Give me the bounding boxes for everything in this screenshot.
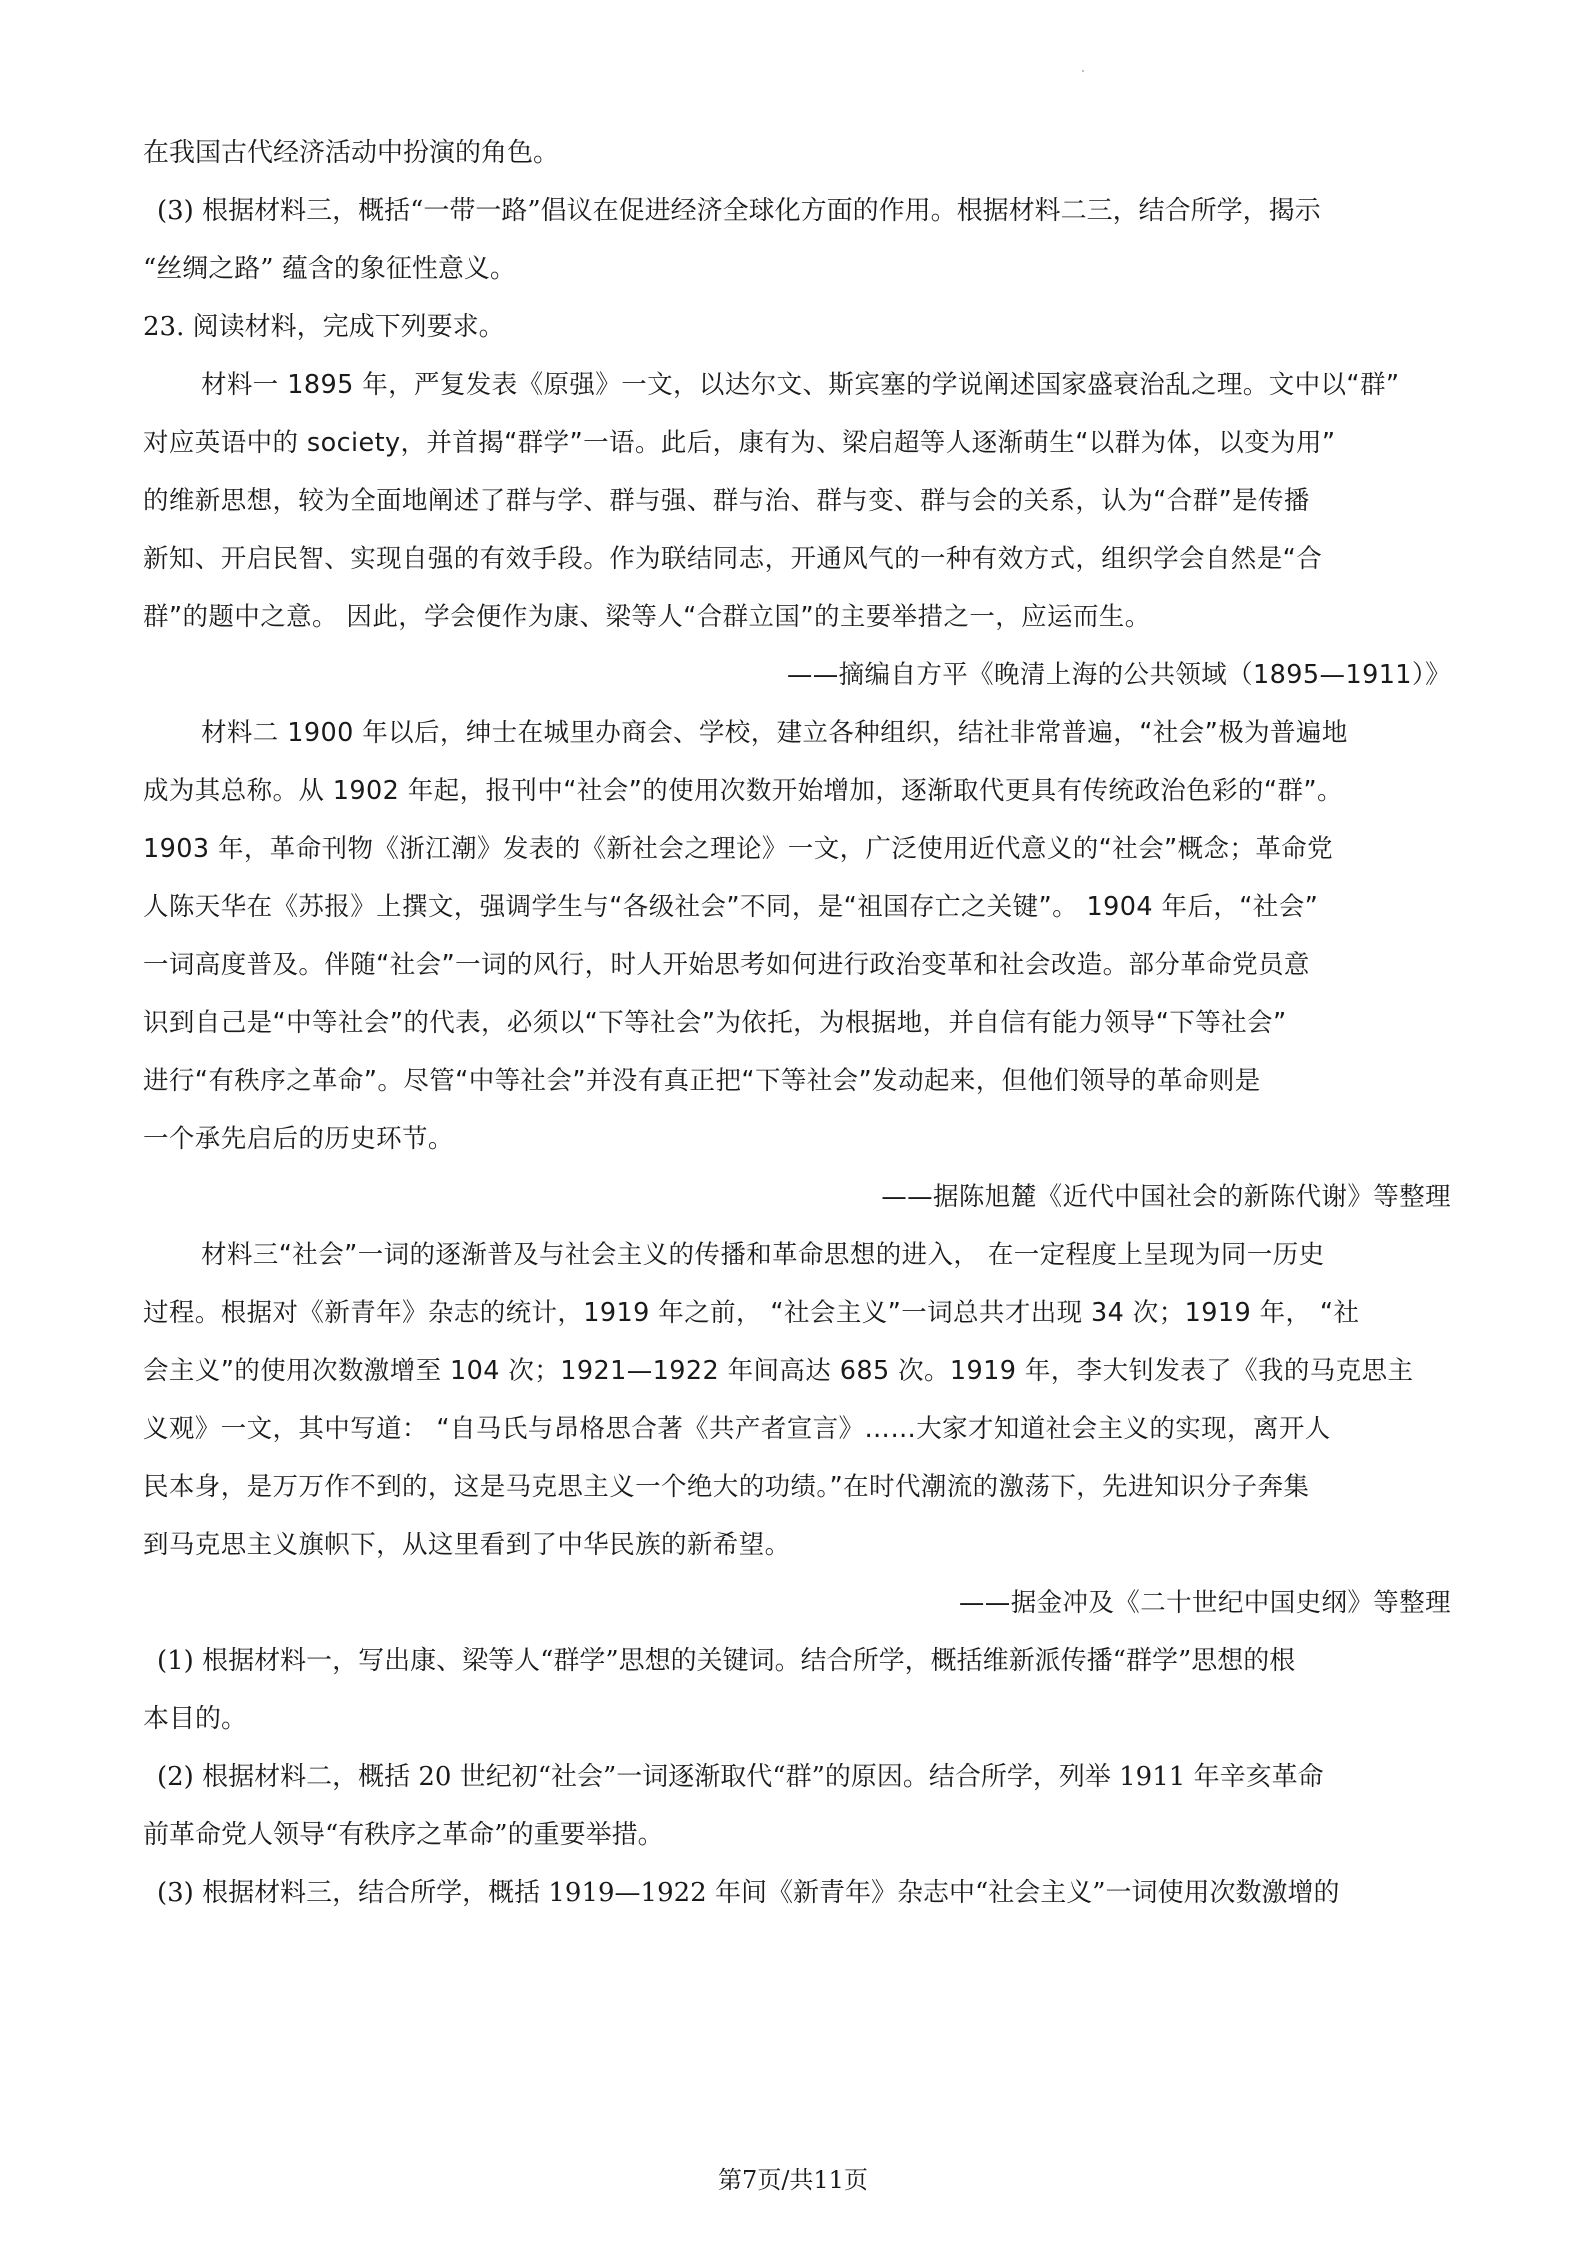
material-1-line: 的维新思想，较为全面地阐述了群与学、群与强、群与治、群与变、群与会的关系，认为“合群”是传播 (143, 486, 1310, 516)
question-line: 前革命党人领导“有秩序之革命”的重要举措。 (143, 1820, 664, 1850)
material-3 (143, 1226, 1451, 1632)
scan-speck (1082, 70, 1084, 72)
material-2-line: 成为其总称。从 1902 年起，报刊中“社会”的使用次数开始增加，逐渐取代更具有传统政治色彩的“群”。 (143, 776, 1343, 806)
question-line: (3) 根据材料三，结合所学，概括 1919—1922 年间《新青年》杂志中“社会主义”一词使用次数激增的 (157, 1878, 1340, 1908)
material-2-line: 进行“有秩序之革命”。尽管“中等社会”并没有真正把“下等社会”发动起来，但他们领导的革命则是 (143, 1066, 1261, 1096)
question-22-3-line-1: (3) 根据材料三，概括“一带一路”倡议在促进经济全球化方面的作用。根据材料二三，结合所学，揭示 (157, 196, 1321, 226)
text-line: 在我国古代经济活动中扮演的角色。 (143, 138, 560, 168)
page-content (143, 124, 1451, 1922)
material-3-line: 会主义”的使用次数激增至 104 次；1921—1922 年间高达 685 次。1919 年，李大钊发表了《我的马克思主 (143, 1356, 1414, 1386)
page-number: 第7页/共11页 (718, 2166, 868, 2194)
question-line: (1) 根据材料一，写出康、梁等人“群学”思想的关键词。结合所学，概括维新派传播“群学”思想的根 (157, 1646, 1296, 1676)
material-1-line: 材料一 1895 年，严复发表《原强》一文，以达尔文、斯宾塞的学说阐述国家盛衰治乱之理。文中以“群” (201, 370, 1400, 400)
question-22-3-line-2: “丝绸之路” 蕴含的象征性意义。 (143, 254, 516, 284)
material-3-line: 过程。根据对《新青年》杂志的统计，1919 年之前， “社会主义”一词总共才出现 34 次；1919 年， “社 (143, 1298, 1360, 1328)
material-2-line: 一词高度普及。伴随“社会”一词的风行，时人开始思考如何进行政治变革和社会改造。部分革命党员意 (143, 950, 1310, 980)
material-3-line: 材料三“社会”一词的逐渐普及与社会主义的传播和革命思想的进入， 在一定程度上呈现为同一历史 (201, 1240, 1325, 1270)
material-2-line: 材料二 1900 年以后，绅士在城里办商会、学校，建立各种组织，结社非常普遍，“社会”极为普遍地 (201, 718, 1348, 748)
questions (143, 1632, 1451, 1922)
material-2-line: 人陈天华在《苏报》上撰文，强调学生与“各级社会”不同，是“祖国存亡之关键”。 1904 年后，“社会” (143, 892, 1319, 922)
material-3-line: 到马克思主义旗帜下，从这里看到了中华民族的新希望。 (143, 1530, 791, 1560)
material-1-line: 对应英语中的 society，并首揭“群学”一语。此后，康有为、梁启超等人逐渐萌生“以群为体，以变为用” (143, 428, 1336, 458)
material-3-line: 义观》一文，其中写道： “自马氏与昂格思合著《共产者宣言》……大家才知道社会主义的实现，离开人 (143, 1414, 1331, 1444)
question-line: 本目的。 (143, 1704, 248, 1734)
material-1 (143, 356, 1451, 704)
material-1-line: 新知、开启民智、实现自强的有效手段。作为联结同志，开通风气的一种有效方式，组织学会自然是“合 (143, 544, 1323, 574)
material-3-source: ——据金冲及《二十世纪中国史纲》等整理 (958, 1588, 1451, 1618)
material-1-source: ——摘编自方平《晚清上海的公共领域（1895—1911）》 (786, 660, 1451, 690)
material-2-line: 识到自己是“中等社会”的代表，必须以“下等社会”为依托，为根据地，并自信有能力领导“下等社会” (143, 1008, 1287, 1038)
question-line: (2) 根据材料二，概括 20 世纪初“社会”一词逐渐取代“群”的原因。结合所学，列举 1911 年辛亥革命 (157, 1762, 1324, 1792)
material-2-source: ——据陈旭麓《近代中国社会的新陈代谢》等整理 (881, 1182, 1451, 1212)
material-2-line: 一个承先启后的历史环节。 (143, 1124, 454, 1154)
material-2 (143, 704, 1451, 1226)
material-1-line: 群”的题中之意。 因此，学会便作为康、梁等人“合群立国”的主要举措之一，应运而生。 (143, 602, 1151, 632)
question-23-heading: 23. 阅读材料，完成下列要求。 (143, 312, 505, 342)
material-3-line: 民本身，是万万作不到的，这是马克思主义一个绝大的功绩。”在时代潮流的激荡下，先进知识分子奔集 (143, 1472, 1310, 1502)
material-2-line: 1903 年，革命刊物《浙江潮》发表的《新社会之理论》一文，广泛使用近代意义的“社会”概念；革命党 (143, 834, 1334, 864)
